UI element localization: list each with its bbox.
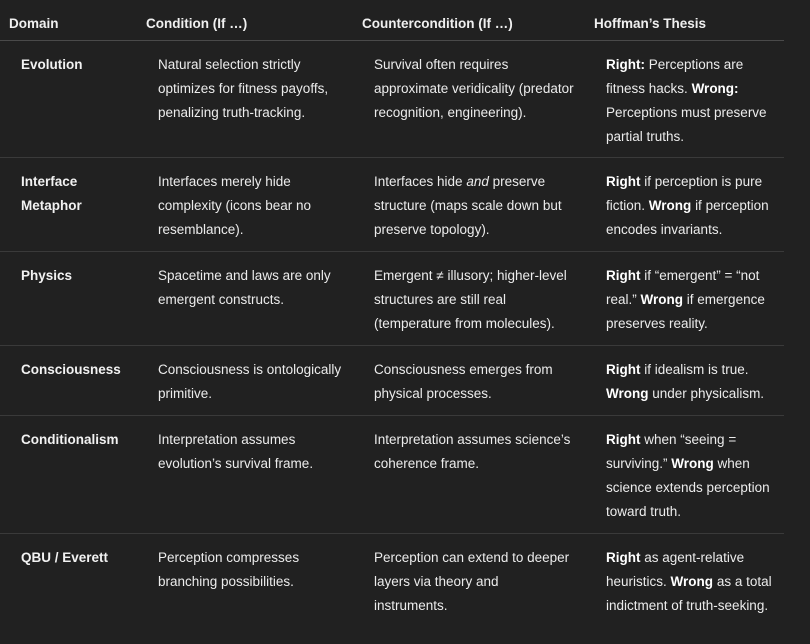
header-countercondition: Countercondition (If …): [362, 16, 513, 31]
right-text: as agent-relative heuristics.: [606, 550, 745, 589]
table-row: [0, 346, 784, 416]
table-row: [0, 416, 784, 534]
wrong-label: Wrong: [671, 456, 714, 471]
wrong-label: Wrong: [648, 198, 692, 213]
right-text: if idealism is true.: [644, 362, 749, 377]
table-row: [0, 158, 784, 252]
wrong-text: when science extends perception toward truth.: [606, 456, 770, 519]
wrong-label: Wrong: [670, 574, 714, 589]
right-label: Right: [606, 268, 641, 283]
cell-condition: Perception compresses branching possibilities.: [158, 550, 300, 589]
right-label: Right: [606, 362, 641, 377]
header-condition: Condition (If …): [146, 16, 248, 31]
cell-thesis: [606, 170, 784, 242]
cell-condition: Natural selection strictly optimizes for fitness payoffs, penalizing truth-tracking.: [158, 57, 329, 120]
right-text: when “seeing = surviving.”: [606, 432, 737, 471]
wrong-text: under physicalism.: [652, 386, 765, 401]
cell-domain: Evolution: [21, 57, 83, 72]
header-thesis: Hoffman’s Thesis: [594, 16, 707, 31]
right-text: if perception is pure fiction.: [606, 174, 763, 213]
cell-domain: QBU / Everett: [21, 550, 109, 565]
countercondition-post: preserve structure (maps scale down but preserve topology).: [374, 174, 562, 237]
cell-countercondition: Perception can extend to deeper layers via theory and instruments.: [374, 550, 570, 613]
table-row: [0, 252, 784, 346]
right-label: Right: [606, 550, 641, 565]
cell-thesis: [606, 546, 784, 618]
right-label: Right:: [606, 57, 645, 72]
cell-condition: Consciousness is ontologically primitive.: [158, 362, 342, 401]
wrong-label: Wrong:: [691, 81, 739, 96]
right-label: Right: [606, 174, 641, 189]
cell-domain: Conditionalism: [21, 432, 119, 447]
wrong-label: Wrong: [606, 386, 649, 401]
right-text: Perceptions are fitness hacks.: [606, 57, 744, 96]
cell-countercondition: Emergent ≠ illusory; higher-level structures are still real (temperature from molecules).: [374, 268, 567, 331]
right-label: Right: [606, 432, 641, 447]
cell-thesis: [606, 358, 784, 406]
wrong-text: as a total indictment of truth-seeking.: [606, 574, 772, 613]
table-header-row: [0, 0, 784, 41]
cell-thesis: [606, 264, 784, 336]
cell-domain: Consciousness: [21, 362, 121, 377]
table-row: [0, 534, 784, 644]
cell-countercondition: Consciousness emerges from physical processes.: [374, 362, 553, 401]
cell-countercondition: [374, 170, 574, 242]
cell-condition: Interpretation assumes evolution’s survival frame.: [158, 432, 314, 471]
countercondition-emphasis: and: [466, 174, 489, 189]
header-domain: Domain: [9, 16, 59, 31]
countercondition-pre: Interfaces hide: [374, 174, 463, 189]
wrong-label: Wrong: [640, 292, 684, 307]
cell-domain: Physics: [21, 268, 73, 283]
right-text: if “emergent” = “not real.”: [606, 268, 760, 307]
cell-condition: Spacetime and laws are only emergent constructs.: [158, 268, 331, 307]
wrong-text: Perceptions must preserve partial truths.: [606, 105, 767, 144]
cell-domain: Interface Metaphor: [21, 174, 82, 213]
cell-countercondition: Survival often requires approximate veridicality (predator recognition, engineering).: [374, 57, 574, 120]
wrong-text: if perception encodes invariants.: [606, 198, 769, 237]
cell-countercondition: Interpretation assumes science’s coherence frame.: [374, 432, 571, 471]
cell-thesis: [606, 428, 784, 524]
wrong-text: if emergence preserves reality.: [606, 292, 765, 331]
cell-thesis: [606, 53, 784, 149]
cell-condition: Interfaces merely hide complexity (icons bear no resemblance).: [158, 174, 312, 237]
table-row: [0, 41, 784, 158]
